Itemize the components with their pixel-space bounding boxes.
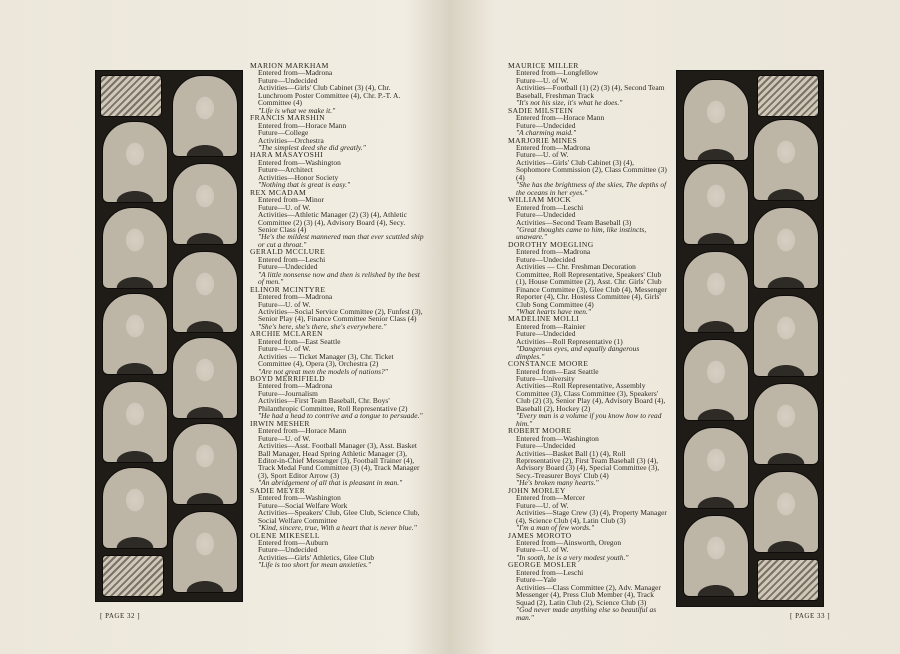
entry-line: Activities—First Team Baseball, Chr. Boys' Philanthropic Committee, Roll Representative (2) (258, 396, 408, 413)
student-name: CONSTANCE MOORE (508, 359, 589, 369)
student-entry (508, 561, 668, 621)
entry-line: Future—Undecided (258, 262, 318, 272)
student-entry (508, 137, 668, 197)
student-entry (508, 241, 668, 316)
portrait-morley (683, 427, 749, 509)
entry-line: Activities—Honor Society (258, 172, 339, 182)
student-name: FRANCIS MARSHIN (250, 113, 325, 123)
student-name: REX MCADAM (250, 187, 307, 197)
entry-line: Activities—Stage Crew (3) (4), Property Manager (4), Science Club (4), Latin Club (3) (516, 508, 667, 525)
entry-line: Future—U. of W. (516, 75, 569, 85)
student-name: GEORGE MOSLER (508, 560, 577, 570)
student-entry (508, 196, 668, 241)
entry-line: Entered from—Leschi (516, 567, 584, 577)
entry-quote: "In sooth, he is a very modest youth." (516, 552, 629, 562)
entry-line: Activities—Football (1) (2) (3) (4), Second Team Baseball, Freshman Track (516, 83, 665, 100)
entry-line: Activities—Class Committee (2), Adv. Manager Messenger (4), Press Club Member (4), Track Squad (2), Latin Club (2), Science Club (3) (516, 582, 661, 607)
entry-quote: "A charming maid." (516, 128, 577, 138)
right-text-column (508, 62, 668, 621)
portrait-mines (683, 163, 749, 245)
entry-line: Entered from—Madrona (516, 142, 591, 152)
entry-line: Entered from—Washington (258, 493, 341, 503)
entry-line: Entered from—Horace Mann (258, 426, 347, 436)
entry-line: Activities—Girls' Club Cabinet (3) (4), Chr. Lunchroom Poster Committee (4), Chr. P.-T. A. Committee (4) (258, 83, 401, 108)
entry-line: Entered from—Leschi (258, 254, 326, 264)
student-name: MARJORIE MINES (508, 135, 578, 145)
entry-line: Entered from—Ainsworth, Oregon (516, 538, 622, 547)
student-entry (508, 107, 668, 137)
entry-line: Entered from—Madrona (516, 247, 591, 257)
entry-line: Entered from—Horace Mann (258, 120, 347, 130)
right-photo-column (676, 70, 824, 607)
student-name: IRWIN MESHER (250, 418, 310, 428)
student-name: JOHN MORLEY (508, 485, 566, 495)
entry-line: Activities—Roll Representative, Assembly Committee (3), Class Committee (3), Speakers' Club (2) (3), Senior Play (4), Advisory Board (4), Baseball (2), Hockey (2) (516, 381, 666, 413)
student-name: BOYD MERRIFIELD (250, 374, 325, 384)
entry-line: Entered from—Leschi (516, 202, 584, 212)
entry-line: Future—U. of W. (258, 344, 311, 354)
entry-line: Activities—Roll Representative (1) (516, 336, 623, 346)
entry-line: Entered from—Washington (258, 157, 341, 167)
entry-line: Entered from—Washington (516, 433, 599, 443)
portrait-c-moore (683, 339, 749, 421)
entry-line: Future—Undecided (258, 75, 318, 85)
entry-line: Future—U. of W. (258, 202, 311, 212)
entry-line: Future—Journalism (258, 388, 318, 398)
entry-line: Activities—Speakers' Club, Glee Club, Science Club, Social Welfare Committee (258, 508, 420, 525)
page-number-left: [ PAGE 32 ] (100, 612, 141, 620)
ornament-top-right (757, 75, 819, 117)
entry-line: Future—Undecided (516, 329, 576, 339)
entry-quote: "Great thoughts came to him, like instincts, unaware." (516, 224, 647, 242)
entry-line: Activities — Chr. Freshman Decoration Committee, Roll Representative, Speakers' Club (1), House Committee (2), Asst. Chr. Girls' Club Finance Committee (3), Glee Club (4), Messenger Reporter (4), Chr. Hostess Committee (4), Girls' Club Song Committee (4) (516, 262, 667, 309)
entry-quote: "She has the brightness of the skies, The depths of the oceans in her eyes." (516, 180, 667, 197)
entry-line: Future—U. of W. (516, 545, 569, 555)
entry-line: Entered from—East Seattle (516, 366, 599, 376)
entry-line: Activities—Athletic Manager (2) (3) (4), Athletic Committee (2) (3) (4), Advisory Board (4), Secy. Senior Class (4) (258, 210, 407, 234)
entry-quote: "He had a head to contrive and a tongue to persuade." (258, 411, 423, 421)
entry-line: Future—Undecided (516, 120, 576, 130)
entry-quote: "He's broken many hearts." (516, 478, 599, 488)
student-name: OLENE MIKESELL (250, 530, 320, 540)
student-name: HARA MASAYOSHI (250, 150, 324, 160)
entry-line: Entered from—East Seattle (258, 336, 341, 346)
entry-line: Future—Undecided (516, 254, 576, 264)
entry-quote: "He's the mildest mannered man that ever scuttled ship or cut a throat." (258, 232, 424, 249)
entry-quote: "The simplest deed she did greatly." (258, 142, 366, 152)
student-name: SADIE MEYER (250, 485, 306, 495)
student-entry (508, 62, 668, 107)
portrait-molli (753, 295, 819, 377)
entry-line: Activities — Ticket Manager (3), Chr. Ticket Committee (4), Opera (3), Orchestra (2) (258, 351, 394, 369)
entry-line: Activities—Second Team Baseball (3) (516, 217, 632, 227)
student-name: GERALD MCCLURE (250, 247, 326, 257)
entry-line: Entered from—Longfellow (516, 68, 599, 78)
student-name: ROBERT MOORE (508, 426, 572, 436)
student-name: DOROTHY MOEGLING (508, 239, 594, 249)
entry-quote: "What hearts have men." (516, 306, 592, 316)
entry-quote: "An abridgement of all that is pleasant in man." (258, 478, 403, 488)
student-entry (508, 427, 668, 487)
student-entry (508, 532, 668, 562)
entry-line: Activities—Girls' Club Cabinet (3) (4), Sophomore Commission (2), Class Committee (3) (4) (516, 157, 667, 182)
student-name: MARION MARKHAM (250, 61, 329, 70)
entry-line: Entered from—Minor (258, 195, 324, 205)
entry-line: Future—Architect (258, 165, 313, 175)
entry-line: Activities—Basket Ball (1) (4), Roll Representative (2), First Team Baseball (3) (4), Advisory Board (3) (4), Special Committee (3), Secy.-Treasurer Boys' Club (4) (516, 448, 660, 480)
entry-line: Future—Undecided (516, 210, 576, 220)
portrait-moegling (683, 251, 749, 333)
entry-quote: "I'm a man of few words." (516, 523, 595, 533)
entry-quote: "It's not his size, it's what he does." (516, 98, 623, 108)
entry-line: Entered from—Mercer (516, 493, 585, 503)
student-name: JAMES MOROTO (508, 530, 572, 540)
entry-quote: "Kind, sincere, true, With a heart that is never blue." (258, 523, 417, 533)
entry-line: Activities—Girls' Athletics, Glee Club (258, 552, 375, 562)
portrait-miller (683, 79, 749, 161)
entry-line: Activities—Asst. Football Manager (3), Asst. Basket Ball Manager, Head Spring Athletic Manager (3), Editor-in-Chief Messenger (3), Football Trainer (4), Track Medal Fund Committee (3) (4), Track Manager (3), Sport Editor Arrow (3) (258, 441, 420, 480)
entry-line: Future—Undecided (258, 545, 318, 555)
portrait-r-moore (753, 383, 819, 465)
entry-line: Future—U. of W. (516, 150, 569, 160)
entry-line: Entered from—Rainier (516, 321, 586, 331)
entry-line: Entered from—Horace Mann (516, 113, 605, 123)
student-name: ELINOR MCINTYRE (250, 284, 326, 294)
student-name: WILLIAM MOCK (508, 195, 572, 205)
entry-line: Future—University (516, 374, 575, 384)
student-name: MADELINE MOLLI (508, 314, 580, 324)
entry-quote: "Are not great men the models of nations?" (258, 366, 388, 376)
entry-line: Future—Yale (516, 575, 557, 585)
entry-line: Future—College (258, 128, 309, 138)
entry-line: Activities—Orchestra (258, 135, 324, 145)
entry-quote: "God never made anything else so beautiful as man." (516, 605, 657, 622)
entry-quote: "She's here, she's there, she's everywhere." (258, 321, 387, 331)
student-entry (508, 360, 668, 427)
entry-line: Entered from—Auburn (258, 538, 329, 547)
portrait-mosler (683, 515, 749, 597)
entry-line: Entered from—Madrona (258, 292, 333, 302)
portrait-milstein (753, 119, 819, 201)
page-number-right: [ PAGE 33 ] (790, 612, 831, 620)
entry-quote: "A little nonsense now and then is relished by the best of men." (258, 269, 420, 287)
entry-quote: "Life is too short for mean anxieties." (258, 560, 372, 570)
student-name: SADIE MILSTEIN (508, 105, 574, 115)
entry-quote: "Dangerous eyes, and equally dangerous dimples." (516, 344, 640, 361)
entry-line: Future—Social Welfare Work (258, 500, 348, 510)
student-name: MAURICE MILLER (508, 61, 579, 70)
student-entry (508, 315, 668, 360)
entry-line: Future—U. of W. (258, 433, 311, 443)
entry-quote: "Every man is a volume if you know how to read him." (516, 411, 662, 428)
entry-quote: "Nothing that is great is easy." (258, 180, 351, 190)
entry-line: Entered from—Madrona (258, 381, 333, 391)
entry-line: Future—U. of W. (258, 299, 311, 309)
entry-line: Future—Undecided (516, 441, 576, 451)
portrait-moroto (753, 471, 819, 553)
student-name: ARCHIE MCLAREN (250, 329, 323, 339)
student-entry (508, 487, 668, 532)
entry-line: Future—U. of W. (516, 500, 569, 510)
entry-quote: "Life is what we make it." (258, 105, 336, 115)
ornament-bottom-right (757, 559, 819, 601)
entry-line: Entered from—Madrona (258, 68, 333, 78)
entry-line: Activities—Social Service Committee (2), Funfest (3), Senior Play (4), Finance Committee Senior Class (4) (258, 306, 423, 324)
portrait-mock (753, 207, 819, 289)
